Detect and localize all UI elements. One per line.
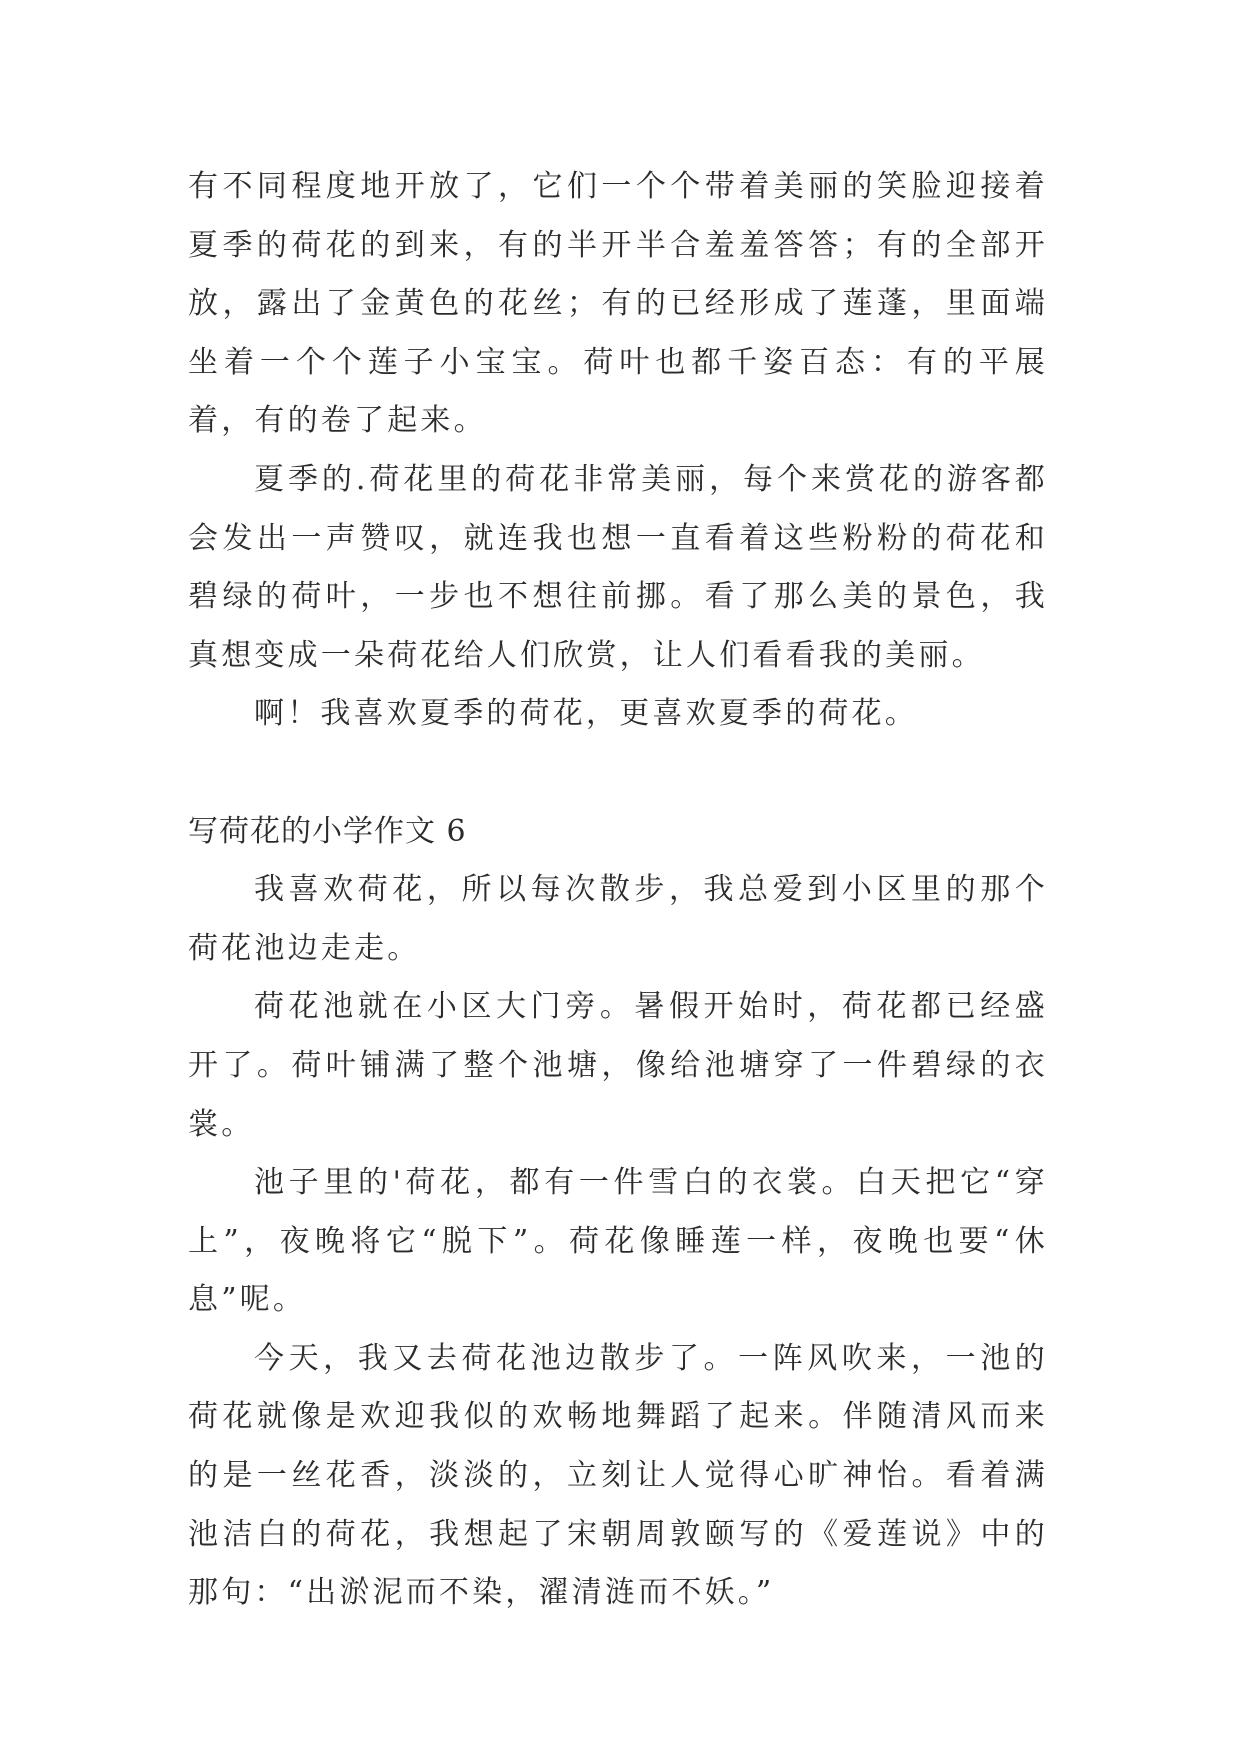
section-gap — [188, 744, 1048, 803]
paragraph-exclamation: 啊！我喜欢夏季的荷花，更喜欢夏季的荷花。 — [254, 696, 918, 732]
paragraph-white-clothes: 池子里的'荷花，都有一件雪白的衣裳。白天把它“穿上”，夜晚将它“脱下”。荷花像睡莲一样，夜晚也要“休息”呢。 — [188, 1165, 1049, 1318]
paragraph-continued: 有不同程度地开放了，它们一个个带着美丽的笑脸迎接着夏季的荷花的到来，有的半开半合羞羞答答；有的全部开放，露出了金黄色的花丝；有的已经形成了莲蓬，里面端坐着一个个莲子小宝宝。荷叶也都千姿百态：有的平展着，有的卷了起来。 — [188, 169, 1048, 439]
paragraph-pond: 荷花池就在小区大门旁。暑假开始时，荷花都已经盛开了。荷叶铺满了整个池塘，像给池塘穿了一件碧绿的衣裳。 — [188, 989, 1048, 1142]
section-heading: 写荷花的小学作文 6 — [188, 813, 467, 849]
document-body — [188, 158, 1048, 1623]
paragraph-today: 今天，我又去荷花池边散步了。一阵风吹来，一池的荷花就像是欢迎我似的欢畅地舞蹈了起来。伴随清风而来的是一丝花香，淡淡的，立刻让人觉得心旷神怡。看着满池洁白的荷花，我想起了宋朝周敦颐写的《爱莲说》中的那句：“出淤泥而不染，濯清涟而不妖。” — [188, 1340, 1048, 1611]
paragraph-walk: 我喜欢荷花，所以每次散步，我总爱到小区里的那个荷花池边走走。 — [188, 872, 1048, 966]
paragraph-summer-lotus: 夏季的.荷花里的荷花非常美丽，每个来赏花的游客都会发出一声赞叹，就连我也想一直看着这些粉粉的荷花和碧绿的荷叶，一步也不想往前挪。看了那么美的景色，我真想变成一朵荷花给人们欣赏，让人们看看我的美丽。 — [188, 461, 1048, 673]
